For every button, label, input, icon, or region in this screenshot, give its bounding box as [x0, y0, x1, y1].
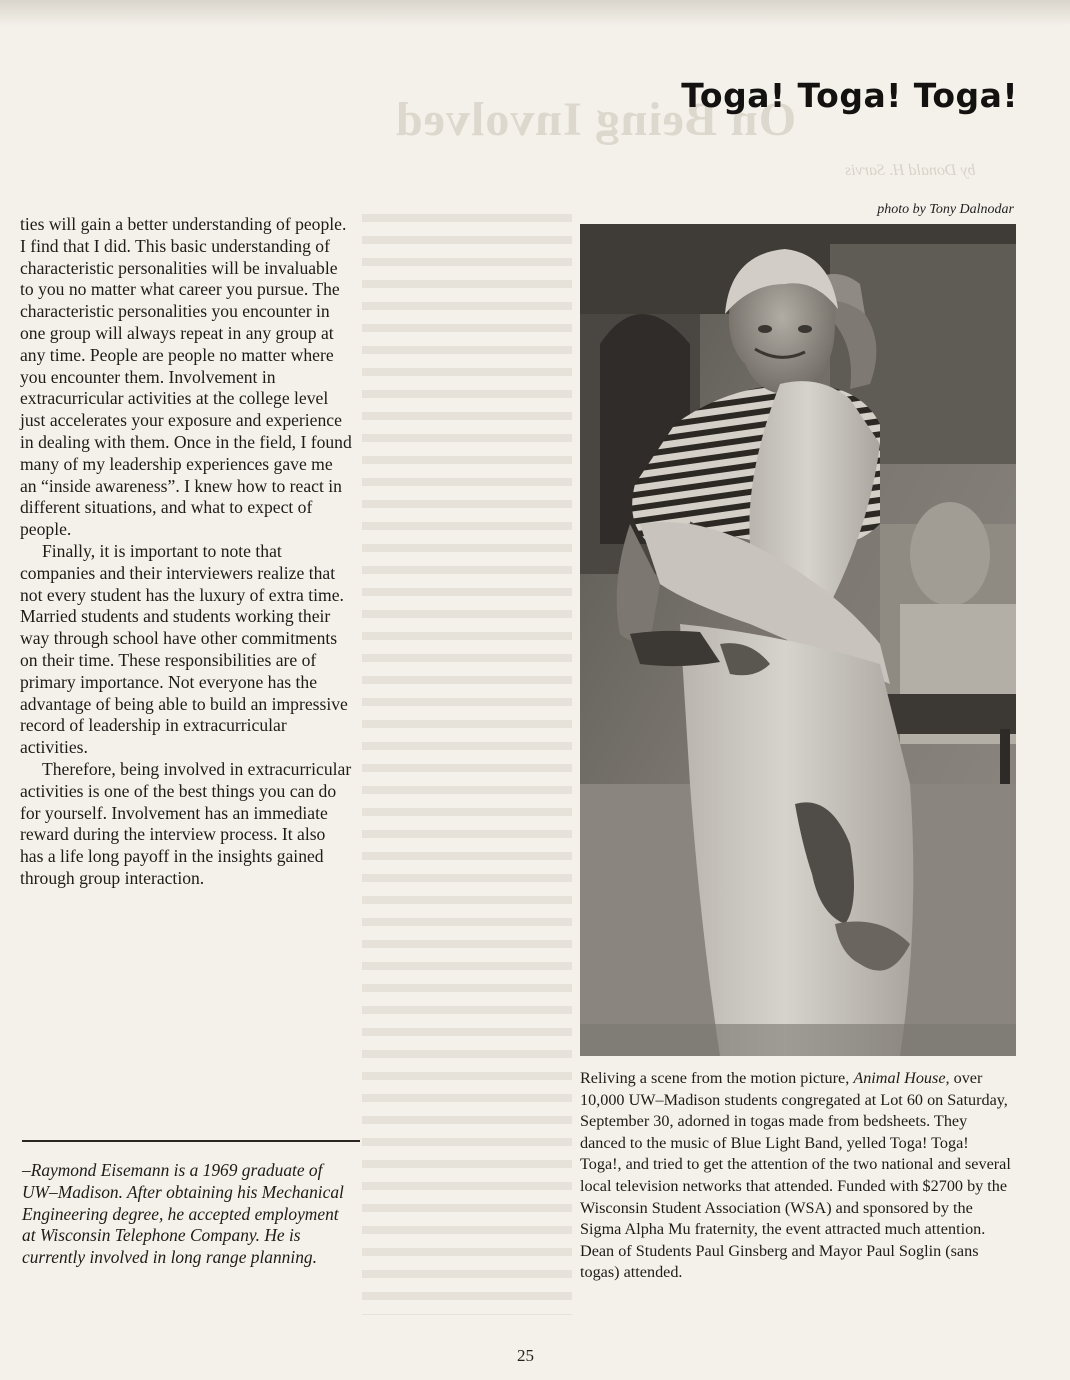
caption-body: over 10,000 UW–Madison students congregated at Lot 60 on Saturday, September 30, adorned in togas made from bedsheets. They danced to the music of Blue Light Band, yelled Toga! Toga! Toga!, and tried to get the attention of the two national and several local television networks that attended. Funded with $2700 by the Wisconsin Student Association (WSA) and sponsored by the Sigma Alpha Mu fraternity, the event attracted much attention. Dean of Students Paul Ginsberg and Mayor Paul Soglin (sans togas) attended. [580, 1069, 1011, 1282]
article-paragraph: ties will gain a better understanding of people. I find that I did. This basic understanding of characteristic personalities will be invaluable to you no matter what career you pursue. The characteristic personalities you encounter in one group will always repeat in any group at any time. People are people no matter where you encounter them. Involvement in extracurricular activities at the college level just accelerates your exposure and experience in dealing with them. Once in the field, I found many of my leadership experiences gave me an “inside awareness”. I knew how to react in different situations, and what to expect of people. [20, 214, 352, 540]
toga-party-photograph [580, 224, 1016, 1056]
article-body-column [20, 214, 352, 890]
photo-credit: photo by Tony Dalnodar [877, 202, 1014, 217]
article-paragraph: Finally, it is important to note that companies and their interviewers realize that not every student has the luxury of extra time. Married students and students working their way through school have other commitments on their time. These responsibilities are of primary importance. Not everyone has the advantage of being able to build an impressive record of leadership in extracurricular activities. [20, 540, 348, 758]
author-bio: –Raymond Eisemann is a 1969 graduate of UW–Madison. After obtaining his Mechanical Engineering degree, he accepted employment at Wisconsin Telephone Company. He is currently involved in long range planning. [22, 1160, 344, 1268]
article-paragraph: Therefore, being involved in extracurricular activities is one of the best things you can do for yourself. Involvement has an immediate reward during the interview process. It also has a life long payoff in the insights gained through group interaction. [20, 758, 352, 888]
page-number: 25 [517, 1346, 534, 1365]
caption-lead: Reliving a scene from the motion picture, [580, 1069, 854, 1087]
bleed-through-byline: by Donald H. Sarvis [845, 162, 976, 179]
caption-film-title: Animal House, [853, 1069, 950, 1087]
bleed-through-text-column [362, 205, 572, 1315]
photo-caption [580, 1068, 1012, 1284]
page-headline: Toga! Toga! Toga! [681, 76, 1018, 115]
bleed-through-title: On Being Involved [395, 93, 797, 146]
page-top-edge [0, 0, 1070, 26]
bio-divider-rule [22, 1140, 360, 1142]
